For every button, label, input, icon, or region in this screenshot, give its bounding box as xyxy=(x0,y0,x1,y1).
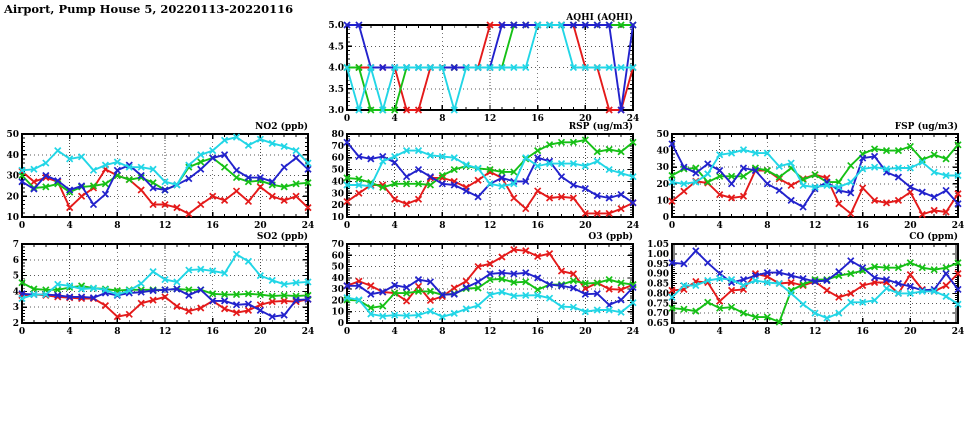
y-tick-label: 3 xyxy=(12,303,19,314)
o3-plot xyxy=(320,231,641,338)
y-tick-label: 80 xyxy=(331,130,344,140)
x-tick-label: 4 xyxy=(391,327,398,337)
no2-plot xyxy=(0,121,316,232)
x-tick-label: 0 xyxy=(343,327,351,337)
series-line-red xyxy=(347,172,633,214)
chart-title-co: CO (ppm) xyxy=(909,232,958,242)
chart-title-no2: NO2 (ppb) xyxy=(255,122,308,132)
chart-fsp xyxy=(645,121,966,232)
y-tick-label: 5.0 xyxy=(328,21,344,31)
series-markers-red xyxy=(669,271,961,305)
y-tick-label: 0.90 xyxy=(647,269,669,280)
y-tick-label: 40 xyxy=(656,146,669,157)
x-tick-label: 20 xyxy=(254,221,267,231)
series-line-cyan xyxy=(22,137,308,185)
y-tick-label: 0 xyxy=(662,213,669,223)
x-tick-label: 24 xyxy=(626,114,640,124)
y-tick-label: 4 xyxy=(12,287,19,298)
y-tick-label: 20 xyxy=(331,201,344,212)
chart-rsp xyxy=(320,121,641,232)
y-tick-label: 40 xyxy=(331,177,344,188)
x-tick-label: 12 xyxy=(158,221,172,231)
series-cyan xyxy=(19,251,311,301)
x-tick-label: 8 xyxy=(764,221,771,231)
x-tick-label: 24 xyxy=(951,221,965,231)
x-tick-label: 4 xyxy=(391,114,398,124)
x-tick-label: 8 xyxy=(439,114,446,124)
chart-title-rsp: RSP (ug/m3) xyxy=(568,122,633,132)
co-plot xyxy=(645,231,966,338)
chart-o3 xyxy=(320,231,641,338)
y-tick-label: 0.80 xyxy=(647,289,669,300)
x-tick-label: 12 xyxy=(158,327,172,337)
y-tick-label: 1.00 xyxy=(647,249,669,260)
y-tick-label: 10 xyxy=(331,213,344,223)
series-line-cyan xyxy=(22,254,308,298)
x-tick-label: 8 xyxy=(439,221,446,231)
x-tick-label: 16 xyxy=(856,327,869,337)
x-tick-label: 20 xyxy=(579,114,592,124)
x-tick-label: 4 xyxy=(716,327,723,337)
x-tick-label: 0 xyxy=(343,114,351,124)
y-tick-label: 10 xyxy=(656,196,669,207)
y-tick-label: 4.0 xyxy=(328,63,344,74)
x-tick-label: 4 xyxy=(716,221,723,231)
chart-title-fsp: FSP (ug/m3) xyxy=(894,122,958,132)
x-tick-label: 16 xyxy=(856,221,869,231)
x-tick-label: 24 xyxy=(301,327,315,337)
y-tick-label: 30 xyxy=(331,189,344,200)
rsp-plot xyxy=(320,121,641,232)
x-tick-label: 16 xyxy=(206,221,219,231)
y-tick-label: 0.95 xyxy=(647,259,669,270)
y-tick-label: 70 xyxy=(331,141,344,152)
y-tick-label: 6 xyxy=(12,255,19,266)
x-tick-label: 4 xyxy=(66,327,73,337)
x-tick-label: 24 xyxy=(301,221,315,231)
x-tick-label: 24 xyxy=(626,327,640,337)
y-tick-label: 50 xyxy=(656,130,669,140)
y-tick-label: 0.75 xyxy=(647,299,669,310)
axis-labels xyxy=(328,21,639,124)
x-tick-label: 20 xyxy=(579,221,592,231)
x-tick-label: 12 xyxy=(483,221,497,231)
x-tick-label: 16 xyxy=(531,327,544,337)
y-tick-label: 4.5 xyxy=(328,42,344,53)
axis-labels xyxy=(656,130,964,231)
y-tick-label: 20 xyxy=(656,179,669,190)
series-line-red xyxy=(672,171,958,215)
x-tick-label: 0 xyxy=(668,327,676,337)
x-tick-label: 24 xyxy=(626,221,640,231)
x-tick-label: 12 xyxy=(483,327,497,337)
x-tick-label: 20 xyxy=(254,327,267,337)
y-tick-label: 3.5 xyxy=(328,84,344,95)
series-markers-cyan xyxy=(19,251,311,301)
x-tick-label: 24 xyxy=(951,327,965,337)
x-tick-label: 16 xyxy=(531,221,544,231)
x-tick-label: 8 xyxy=(439,327,446,337)
y-tick-label: 40 xyxy=(6,150,19,161)
y-tick-label: 10 xyxy=(331,307,344,318)
y-tick-label: 20 xyxy=(331,296,344,307)
y-tick-label: 30 xyxy=(6,171,19,182)
x-tick-label: 20 xyxy=(579,327,592,337)
x-tick-label: 16 xyxy=(206,327,219,337)
x-tick-label: 12 xyxy=(808,221,822,231)
y-tick-label: 2 xyxy=(12,319,19,329)
y-tick-label: 10 xyxy=(6,213,19,223)
chart-so2 xyxy=(0,231,316,338)
so2-plot xyxy=(0,231,316,338)
x-tick-label: 12 xyxy=(808,327,822,337)
y-tick-label: 50 xyxy=(331,262,344,273)
y-tick-label: 60 xyxy=(331,153,344,164)
grid xyxy=(672,244,958,323)
x-tick-label: 20 xyxy=(904,327,917,337)
y-tick-label: 0.65 xyxy=(647,319,669,329)
x-tick-label: 0 xyxy=(18,327,26,337)
x-tick-label: 4 xyxy=(66,221,73,231)
y-tick-label: 30 xyxy=(331,285,344,296)
x-tick-label: 0 xyxy=(343,221,351,231)
y-tick-label: 20 xyxy=(6,192,19,203)
y-tick-label: 7 xyxy=(12,240,19,250)
y-tick-label: 3.0 xyxy=(328,106,344,116)
series-green xyxy=(669,142,961,185)
y-tick-label: 0.85 xyxy=(647,279,669,290)
y-tick-label: 0.70 xyxy=(647,309,669,320)
aqhi-plot xyxy=(320,12,641,125)
page-title: Airport, Pump House 5, 20220113-20220116 xyxy=(4,2,294,16)
x-tick-label: 8 xyxy=(114,327,121,337)
y-tick-label: 40 xyxy=(331,273,344,284)
x-tick-label: 0 xyxy=(668,221,676,231)
chart-no2 xyxy=(0,121,316,232)
chart-title-aqhi: AQHI (AQHI) xyxy=(566,13,633,23)
grid xyxy=(22,244,308,323)
series-red xyxy=(669,271,961,305)
chart-co xyxy=(645,231,966,338)
x-tick-label: 8 xyxy=(114,221,121,231)
chart-title-so2: SO2 (ppb) xyxy=(256,232,308,242)
fsp-plot xyxy=(645,121,966,232)
y-tick-label: 60 xyxy=(331,251,344,262)
chart-title-o3: O3 (ppb) xyxy=(588,232,633,242)
y-tick-label: 0 xyxy=(337,319,344,329)
axis-labels xyxy=(331,130,639,231)
x-tick-label: 12 xyxy=(483,114,497,124)
y-tick-label: 30 xyxy=(656,163,669,174)
x-tick-label: 16 xyxy=(531,114,544,124)
y-tick-label: 5 xyxy=(12,271,19,282)
y-tick-label: 70 xyxy=(331,240,344,250)
y-tick-label: 1.05 xyxy=(647,240,669,250)
x-tick-label: 20 xyxy=(904,221,917,231)
grid xyxy=(347,134,633,217)
x-tick-label: 8 xyxy=(764,327,771,337)
x-tick-label: 4 xyxy=(391,221,398,231)
y-tick-label: 50 xyxy=(331,165,344,176)
chart-aqhi xyxy=(320,12,641,125)
x-tick-label: 0 xyxy=(18,221,26,231)
y-tick-label: 50 xyxy=(6,130,19,140)
series-blue xyxy=(344,270,636,308)
